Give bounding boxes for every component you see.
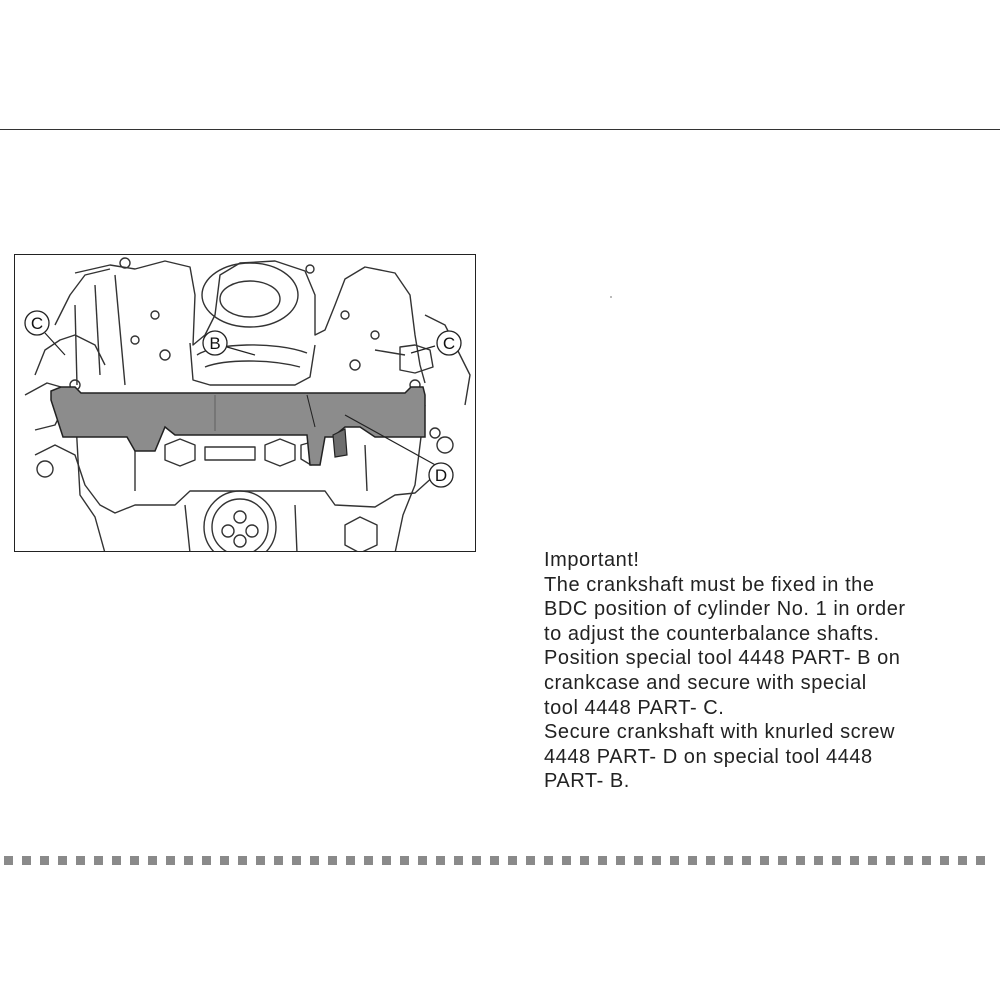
dash-square (706, 856, 715, 865)
instruction-line: Secure crankshaft with knurled screw (544, 721, 896, 744)
dash-square (490, 856, 499, 865)
dash-square (868, 856, 877, 865)
dash-square (472, 856, 481, 865)
dash-square (130, 856, 139, 865)
dash-square (436, 856, 445, 865)
instruction-line: BDC position of cylinder No. 1 in order (544, 598, 906, 621)
dash-square (958, 856, 967, 865)
dash-square (166, 856, 175, 865)
dash-square (274, 856, 283, 865)
speck (610, 296, 612, 298)
dash-square (202, 856, 211, 865)
dash-square (184, 856, 193, 865)
dash-square (832, 856, 841, 865)
dash-square (922, 856, 931, 865)
dash-square (940, 856, 949, 865)
instruction-line: Position special tool 4448 PART- B on (544, 647, 901, 670)
dash-square (454, 856, 463, 865)
dash-square (94, 856, 103, 865)
instruction-line: PART- B. (544, 770, 630, 793)
dash-square (616, 856, 625, 865)
crank-pulley (204, 491, 276, 552)
dash-square (328, 856, 337, 865)
dash-square (544, 856, 553, 865)
dash-square (778, 856, 787, 865)
dashed-divider (0, 856, 1000, 865)
dash-square (220, 856, 229, 865)
dash-square (796, 856, 805, 865)
instruction-line: crankcase and secure with special (544, 671, 867, 694)
crankcase-outline (75, 261, 425, 383)
dash-square (22, 856, 31, 865)
dash-square (256, 856, 265, 865)
dash-square (526, 856, 535, 865)
engine-drawing (15, 255, 476, 552)
dash-square (418, 856, 427, 865)
callout-d: D (434, 466, 448, 485)
instructions-text (544, 548, 994, 794)
dash-square (148, 856, 157, 865)
instruction-line: tool 4448 PART- C. (544, 696, 725, 719)
dash-square (652, 856, 661, 865)
instruction-line: 4448 PART- D on special tool 4448 (544, 745, 873, 768)
top-divider (0, 129, 1000, 130)
dash-square (760, 856, 769, 865)
dash-square (688, 856, 697, 865)
dash-square (562, 856, 571, 865)
callout-b: B (209, 334, 221, 353)
dash-square (598, 856, 607, 865)
instruction-heading: Important! (544, 549, 640, 571)
dash-square (634, 856, 643, 865)
dash-square (886, 856, 895, 865)
dash-square (40, 856, 49, 865)
dash-square (400, 856, 409, 865)
dash-square (382, 856, 391, 865)
dash-square (742, 856, 751, 865)
dash-square (508, 856, 517, 865)
dash-square (310, 856, 319, 865)
dash-square (850, 856, 859, 865)
callout-c-right: C (442, 334, 456, 353)
instruction-line: The crankshaft must be fixed in the (544, 573, 875, 596)
dash-square (670, 856, 679, 865)
dash-square (58, 856, 67, 865)
dash-square (76, 856, 85, 865)
dash-square (112, 856, 121, 865)
callout-c-left: C (30, 314, 44, 333)
dash-square (346, 856, 355, 865)
tool-part-b (51, 387, 425, 465)
dash-square (292, 856, 301, 865)
instruction-line: to adjust the counterbalance shafts. (544, 622, 880, 645)
dash-square (724, 856, 733, 865)
dash-square (4, 856, 13, 865)
dash-square (580, 856, 589, 865)
dash-square (238, 856, 247, 865)
dash-square (814, 856, 823, 865)
dash-square (976, 856, 985, 865)
dash-square (364, 856, 373, 865)
engine-diagram (14, 254, 476, 552)
dash-square (904, 856, 913, 865)
